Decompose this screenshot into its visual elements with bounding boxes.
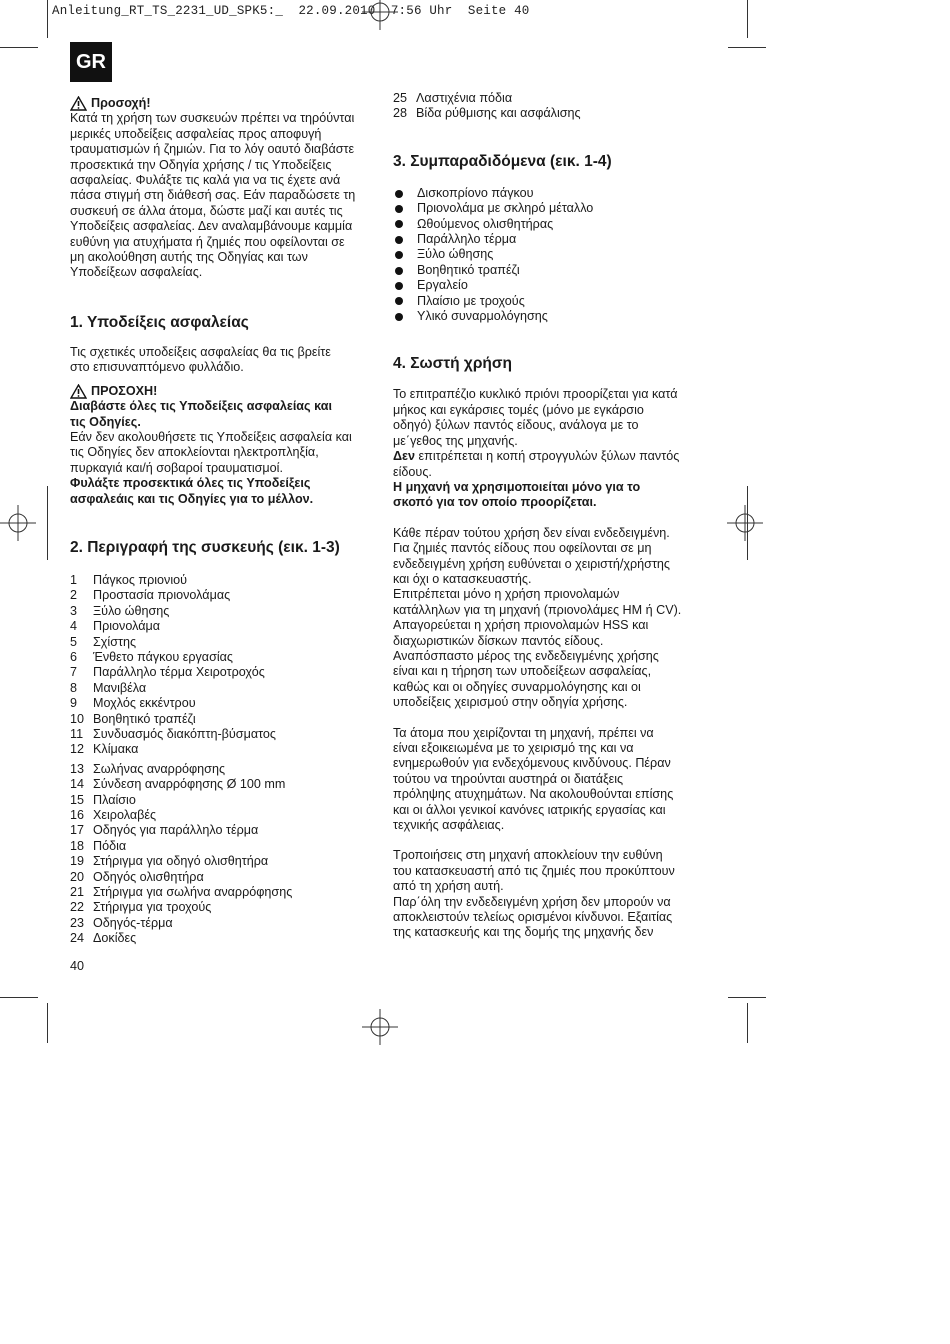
crop-mark [728,997,766,998]
list-item: 13 Σωλήνας αναρρόφησης [70,761,226,776]
list-item: 5 Σχίστης [70,634,137,649]
text-line: Το επιτραπέζιο κυκλικό πριόνι προορίζεται για κατά [393,387,678,402]
text-line: Υποδείξεις ασφαλείας. Δεν αναλαμβάνουμε καμμία [70,219,353,234]
crop-mark [728,47,766,48]
list-item: 16 Χειρολαβές [70,808,157,823]
text-line: πρόληψης ατυχημάτων. Να ακολουθούνται επίσης [393,787,674,802]
text-line: Κατά τη χρήση των συσκευών πρέπει να τηρόύνται [70,111,355,126]
text-line: συσκευή σε άλλα άτομα, δώστε μαζί και αυτές τις [70,203,343,218]
text-line: κατάλληλων για τη μηχανή (πριονολάμες ΗΜ ή CV). [393,602,682,617]
list-item: 1 Πάγκος πριονιού [70,572,188,587]
list-item: Ξύλο ώθησης [393,247,703,262]
text-line: ασφαλείας. Φυλάξτε τις καλά για να τις έχετε ανά [70,173,341,188]
crop-mark [47,1003,48,1043]
registration-mark-icon [362,0,398,30]
text-line: ευθύνη για ατυχήματα ή ζημιές που οφείλονται σε [70,234,345,249]
bullet-icon [395,236,403,244]
registration-mark-icon [0,505,36,541]
text-line: τραυματισμών ή ζημιών. Για το λόγ οαυτό διαβάστε [70,142,355,157]
text-line: της κατασκευής και της δομής της μηχανής δεν [393,925,654,940]
text-line: Τροποιήσεις στη μηχανή αποκλείουν την ευθύνη [393,848,663,863]
crop-mark [0,47,38,48]
list-item: Δισκοπρίονο πάγκου [393,186,703,201]
list-item: Υλικό συναρμολόγησης [393,309,703,324]
right-column [393,91,703,941]
section-text [70,345,380,376]
text-line: Για ζημιές παντός είδους που οφείλονται σε μη [393,541,652,556]
text-line: τούτου να τηρούνται αυστηρά οι διατάξεις [393,771,624,786]
text-line: και όχι ο κατασκευαστής. [393,571,532,586]
list-item: 23 Οδηγός-τέρμα [70,915,173,930]
text-line: του κατασκευαστή από τις ζημιές που προκύπτουν [393,863,675,878]
warning-heading [70,384,380,399]
text-line: Παρ΄όλη την ενδεδειγμένη χρήση δεν μπορούν να [393,894,671,909]
list-item: 19 Στήριγμα για οδηγό ολισθητήρα [70,854,269,869]
page-number: 40 [70,959,85,973]
text-line: Υποδείξεων ασφαλείας. [70,265,203,280]
text-line: τις Οδηγίες δεν αποκλείονται ηλεκτροπληξία, [70,445,319,460]
text-line: στο επισυναπτόμενο φυλλάδιο. [70,360,244,375]
list-item: 25 Λαστιχένια πόδια [393,91,513,105]
print-slug: Anleitung_RT_TS_2231_UD_SPK5:_ 22.09.2010 7:56 Uhr Seite 40 [52,4,530,18]
text-line: προσεκτικά την Οδηγία χρήσης / τις Υποδείξεις [70,157,332,172]
list-item: 8 Μανιβέλα [70,680,147,695]
list-item: 20 Οδηγός ολισθητήρα [70,869,204,884]
text-line: είναι εξοικειωμένα με το χειρισμό της και να [393,741,634,755]
text-line: Επιτρέπεται μόνο η χρήση πριονολαμών [393,587,620,602]
text-line: Αναπόσπαστο μέρος της ενδεδειγμένης χρήσης [393,648,659,663]
parts-list-continued [393,91,703,122]
text-line: τεχνικής ασφάλειας. [393,818,505,833]
text-line: μη ακολούθηση αυτής της Οδηγίας και των [70,250,308,265]
text-line: καθώς και οι οδηγίες συναρμολόγησης και οι [393,679,641,694]
list-item: 14 Σύνδεση αναρρόφησης Ø 100 mm [70,777,286,792]
list-item: 10 Βοηθητικό τραπέζι [70,711,196,726]
list-item: Βοηθητικό τραπέζι [393,263,703,278]
text-line: είναι και η τήρηση των υποδείξεων ασφαλείας, [393,664,652,679]
list-item: Εργαλείο [393,278,703,293]
text-line: διαχωριστικών δίσκων παντός είδους. [393,633,604,648]
bullet-icon [395,282,403,290]
warning-title: ΠΡΟΣΟΧΗ! [91,383,158,398]
bullet-icon [395,297,403,305]
text-line: ασφαλεάις και τις Οδηγίες για το μέλλον. [70,491,314,506]
text-line: αποκλειστούν τελείως ορισμένοι κίνδυνοι. Εξαιτίας [393,910,673,925]
text-line: Διαβάστε όλες τις Υποδείξεις ασφαλείας και [70,399,332,414]
list-item: 21 Στήριγμα για σωλήνα αναρρόφησης [70,885,293,900]
text-line: Τις σχετικές υποδείξεις ασφαλείας θα τις βρείτε [70,344,331,359]
text-line: υποδείξεις χειρισμού στην οδηγία χρήσης. [393,695,628,710]
delivery-list [393,186,703,325]
text-line: με΄γεθος της μηχανής. [393,433,518,448]
warning-title: Προσοχή! [91,96,151,110]
list-item: 6 Ένθετο πάγκου εργασίας [70,649,233,664]
text-line: πάσα στιγμή στη διάθεσή σας. Εάν παραδώσετε τη [70,188,356,203]
intended-use-text [393,848,703,940]
section-heading: 2. Περιγραφή της συσκευής (εικ. 1-3) [70,538,340,556]
list-item: 4 Πριονολάμα [70,619,161,634]
crop-mark [747,0,748,38]
list-item: 22 Στήριγμα για τροχούς [70,900,212,915]
list-item: 17 Οδηγός για παράλληλο τέρμα [70,823,259,838]
text-line: ενδεδειγμένη χρήση ευθύνεται ο χειριστή/χρήστης [393,556,670,571]
bullet-icon [395,267,403,275]
list-item: 11 Συνδυασμός διακόπτη-βύσματος [70,727,276,741]
text-line: είδους. [393,464,432,479]
list-item: 9 Μοχλός εκκέντρου [70,696,196,711]
warning-triangle-icon [70,96,87,111]
text-line: Εάν δεν ακολουθήσετε τις Υποδείξεις ασφαλεία και [70,429,352,444]
text-line: Τα άτομα που χειρίζονται τη μηχανή, πρέπει να [393,725,654,740]
warning-heading [70,96,380,111]
text-line: και οι άλλοι γενικοί κανόνες ιατρικής εργασίας και [393,802,666,817]
intended-use-text [393,526,703,711]
crop-mark [0,997,38,998]
intended-use-text [393,387,703,510]
list-item: 7 Παράλληλο τέρμα Χειροτροχός [70,665,265,680]
left-column [70,96,380,947]
text-line: από τη χρήση αυτή. [393,879,504,894]
parts-list [70,573,380,947]
crop-mark [747,1003,748,1043]
text-line: Η μηχανή να χρησιμοποιείται μόνο για το [393,479,641,494]
warning-text [70,399,380,507]
registration-mark-icon [362,1009,398,1045]
text-line: οδηγό) ξύλων παντός είδους, ανάλογα με το [393,418,639,433]
bullet-icon [395,205,403,213]
text-line: τις Οδηγίες. [70,414,141,429]
text-line: μερικές υποδείξεις ασφαλείας προς αποφυγή [70,126,322,141]
list-item: 12 Κλίμακα [70,742,139,757]
warning-text [70,111,380,280]
text-line: Κάθε πέραν τούτου χρήση δεν είναι ενδεδειγμένη. [393,525,670,540]
text-line: Φυλάξτε προσεκτικά όλες τις Υποδείξεις [70,476,311,491]
list-item: 15 Πλαίσιο [70,792,136,807]
warning-triangle-icon [70,384,87,399]
text-line: ενημερωθούν για ενδεχόμενους κινδύνους. Πέραν [393,756,671,771]
list-item: 18 Πόδια [70,838,127,853]
list-item: 28 Βίδα ρύθμισης και ασφάλισης [393,106,581,121]
registration-mark-icon [727,505,763,541]
bullet-icon [395,251,403,259]
text-line: πυρκαγιά και/ή σοβαροί τραυματισμοί. [70,460,283,475]
list-item: Παράλληλο τέρμα [393,232,703,247]
crop-mark [47,0,48,38]
language-badge: GR [70,42,112,82]
text-line: Δεν επιτρέπεται η κοπή στρογγυλών ξύλων παντός [393,449,680,464]
list-item: 2 Προστασία πριονολάμας [70,588,231,603]
bullet-icon [395,220,403,228]
section-heading: 4. Σωστή χρήση [393,355,512,373]
text-line: σκοπό για τον οποίο προορίζεται. [393,495,597,510]
bullet-icon [395,313,403,321]
bullet-icon [395,190,403,198]
list-item: 3 Ξύλο ώθησης [70,603,170,618]
list-item: Πλαίσιο με τροχούς [393,294,703,309]
crop-mark [47,486,48,560]
list-item: Πριονολάμα με σκληρό μέταλλο [393,201,703,216]
list-item: Ωθούμενος ολισθητήρας [393,217,703,232]
section-heading: 3. Συμπαραδιδόμενα (εικ. 1-4) [393,152,612,170]
text-line: μήκος και εγκάρσιες τομές (μόνο με εγκάρσιο [393,402,644,417]
intended-use-text [393,726,703,834]
text-line: Απαγορεύεται η χρήση πριονολαμών HSS και [393,618,649,633]
section-heading: 1. Υποδείξεις ασφαλείας [70,313,249,331]
list-item: 24 Δοκίδες [70,931,137,946]
